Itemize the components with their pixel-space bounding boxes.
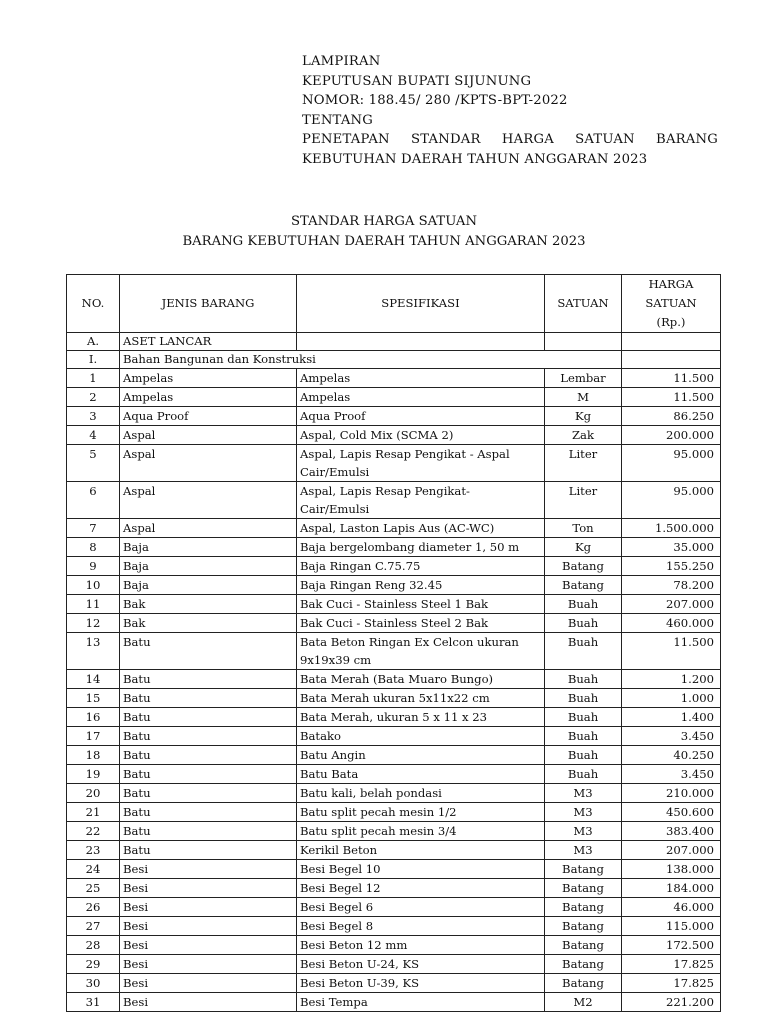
table-row bbox=[67, 803, 721, 822]
table-row bbox=[67, 670, 721, 689]
row-jenis-barang: Aspal bbox=[120, 519, 297, 538]
row-jenis-barang: Baja bbox=[120, 538, 297, 557]
row-spesifikasi: Batu Angin bbox=[297, 746, 545, 765]
table-row bbox=[67, 974, 721, 993]
row-spesifikasi: Batu Bata bbox=[297, 765, 545, 784]
table-row bbox=[67, 917, 721, 936]
header-decree: KEPUTUSAN BUPATI SIJUNUNG bbox=[302, 73, 532, 89]
section-no: I. bbox=[67, 351, 120, 369]
row-no: 16 bbox=[67, 708, 120, 727]
row-satuan: M3 bbox=[545, 803, 622, 822]
row-harga: 40.250 bbox=[622, 746, 721, 765]
row-spesifikasi: Batu split pecah mesin 3/4 bbox=[297, 822, 545, 841]
row-spesifikasi: Aspal, Cold Mix (SCMA 2) bbox=[297, 426, 545, 445]
row-satuan: Kg bbox=[545, 407, 622, 426]
row-harga: 11.500 bbox=[622, 388, 721, 407]
attachment-header bbox=[302, 52, 718, 169]
header-no: NO. bbox=[67, 275, 120, 333]
row-no: 19 bbox=[67, 765, 120, 784]
section-no: A. bbox=[67, 333, 120, 351]
row-jenis-barang: Batu bbox=[120, 746, 297, 765]
row-harga: 1.000 bbox=[622, 689, 721, 708]
row-jenis-barang: Besi bbox=[120, 974, 297, 993]
row-harga: 200.000 bbox=[622, 426, 721, 445]
row-spesifikasi: Baja Ringan C.75.75 bbox=[297, 557, 545, 576]
row-harga: 450.600 bbox=[622, 803, 721, 822]
row-harga: 78.200 bbox=[622, 576, 721, 595]
row-jenis-barang: Aspal bbox=[120, 445, 297, 482]
row-satuan: Batang bbox=[545, 557, 622, 576]
row-jenis-barang: Batu bbox=[120, 841, 297, 860]
row-satuan: Batang bbox=[545, 917, 622, 936]
row-jenis-barang: Aspal bbox=[120, 482, 297, 519]
table-row bbox=[67, 955, 721, 974]
row-no: 26 bbox=[67, 898, 120, 917]
row-satuan: Batang bbox=[545, 879, 622, 898]
table-row bbox=[67, 595, 721, 614]
table-row bbox=[67, 822, 721, 841]
document-title bbox=[0, 212, 768, 251]
table-row bbox=[67, 633, 721, 670]
header-satuan: SATUAN bbox=[545, 275, 622, 333]
row-jenis-barang: Besi bbox=[120, 936, 297, 955]
row-satuan: Buah bbox=[545, 595, 622, 614]
table-row bbox=[67, 519, 721, 538]
row-jenis-barang: Ampelas bbox=[120, 388, 297, 407]
row-harga: 184.000 bbox=[622, 879, 721, 898]
row-satuan: M3 bbox=[545, 841, 622, 860]
row-harga: 95.000 bbox=[622, 445, 721, 482]
header-number: NOMOR: 188.45/ 280 /KPTS-BPT-2022 bbox=[302, 93, 568, 108]
row-spesifikasi: Bak Cuci - Stainless Steel 2 Bak bbox=[297, 614, 545, 633]
row-jenis-barang: Besi bbox=[120, 860, 297, 879]
section-empty-spec bbox=[297, 333, 545, 351]
section-empty-harga bbox=[622, 351, 721, 369]
row-jenis-barang: Besi bbox=[120, 898, 297, 917]
row-no: 27 bbox=[67, 917, 120, 936]
row-harga: 11.500 bbox=[622, 369, 721, 388]
row-jenis-barang: Ampelas bbox=[120, 369, 297, 388]
row-satuan: Buah bbox=[545, 614, 622, 633]
row-harga: 35.000 bbox=[622, 538, 721, 557]
row-satuan: Kg bbox=[545, 538, 622, 557]
row-no: 21 bbox=[67, 803, 120, 822]
row-harga: 95.000 bbox=[622, 482, 721, 519]
row-harga: 3.450 bbox=[622, 765, 721, 784]
section-empty-satuan bbox=[545, 333, 622, 351]
row-spesifikasi: Bak Cuci - Stainless Steel 1 Bak bbox=[297, 595, 545, 614]
row-spesifikasi: Batu kali, belah pondasi bbox=[297, 784, 545, 803]
row-spesifikasi: Aspal, Lapis Resap Pengikat - Aspal Cair/Emulsi bbox=[297, 445, 545, 482]
table-row bbox=[67, 879, 721, 898]
row-harga: 460.000 bbox=[622, 614, 721, 633]
row-jenis-barang: Batu bbox=[120, 784, 297, 803]
row-satuan: Buah bbox=[545, 765, 622, 784]
row-spesifikasi: Bata Merah ukuran 5x11x22 cm bbox=[297, 689, 545, 708]
row-satuan: Lembar bbox=[545, 369, 622, 388]
row-jenis-barang: Besi bbox=[120, 879, 297, 898]
row-satuan: Batang bbox=[545, 860, 622, 879]
row-spesifikasi: Besi Begel 12 bbox=[297, 879, 545, 898]
row-harga: 383.400 bbox=[622, 822, 721, 841]
section-empty-harga bbox=[622, 333, 721, 351]
row-jenis-barang: Besi bbox=[120, 917, 297, 936]
table-row bbox=[67, 936, 721, 955]
table-row bbox=[67, 841, 721, 860]
row-spesifikasi: Besi Begel 10 bbox=[297, 860, 545, 879]
row-satuan: Zak bbox=[545, 426, 622, 445]
header-harga-line-1: HARGA bbox=[648, 277, 694, 291]
row-satuan: Buah bbox=[545, 708, 622, 727]
row-satuan: M3 bbox=[545, 784, 622, 803]
row-spesifikasi: Besi Beton U-24, KS bbox=[297, 955, 545, 974]
row-no: 18 bbox=[67, 746, 120, 765]
row-no: 6 bbox=[67, 482, 120, 519]
table-row bbox=[67, 708, 721, 727]
row-jenis-barang: Batu bbox=[120, 822, 297, 841]
table-row bbox=[67, 407, 721, 426]
row-harga: 86.250 bbox=[622, 407, 721, 426]
row-spesifikasi: Aqua Proof bbox=[297, 407, 545, 426]
row-satuan: Batang bbox=[545, 936, 622, 955]
row-no: 25 bbox=[67, 879, 120, 898]
row-no: 2 bbox=[67, 388, 120, 407]
row-harga: 207.000 bbox=[622, 595, 721, 614]
row-no: 13 bbox=[67, 633, 120, 670]
section-empty-satuan bbox=[545, 351, 622, 369]
row-jenis-barang: Besi bbox=[120, 955, 297, 974]
row-spesifikasi: Ampelas bbox=[297, 388, 545, 407]
row-no: 4 bbox=[67, 426, 120, 445]
row-no: 31 bbox=[67, 993, 120, 1012]
row-spesifikasi: Bata Merah (Bata Muaro Bungo) bbox=[297, 670, 545, 689]
row-no: 23 bbox=[67, 841, 120, 860]
row-satuan: Ton bbox=[545, 519, 622, 538]
row-harga: 17.825 bbox=[622, 955, 721, 974]
row-spesifikasi: Besi Tempa bbox=[297, 993, 545, 1012]
row-no: 28 bbox=[67, 936, 120, 955]
row-satuan: M2 bbox=[545, 993, 622, 1012]
row-satuan: Buah bbox=[545, 633, 622, 670]
row-harga: 1.200 bbox=[622, 670, 721, 689]
row-spesifikasi: Aspal, Lapis Resap Pengikat- Cair/Emulsi bbox=[297, 482, 545, 519]
header-harga-satuan bbox=[622, 275, 721, 333]
row-no: 29 bbox=[67, 955, 120, 974]
row-harga: 3.450 bbox=[622, 727, 721, 746]
row-jenis-barang: Aqua Proof bbox=[120, 407, 297, 426]
row-harga: 11.500 bbox=[622, 633, 721, 670]
price-standard-table bbox=[66, 274, 721, 1012]
table-row bbox=[67, 898, 721, 917]
row-spesifikasi: Batako bbox=[297, 727, 545, 746]
row-spesifikasi: Baja bergelombang diameter 1, 50 m bbox=[297, 538, 545, 557]
row-satuan: M3 bbox=[545, 822, 622, 841]
table-row bbox=[67, 388, 721, 407]
row-satuan: Buah bbox=[545, 727, 622, 746]
row-no: 7 bbox=[67, 519, 120, 538]
table-row bbox=[67, 727, 721, 746]
table-row bbox=[67, 445, 721, 482]
row-spesifikasi: Kerikil Beton bbox=[297, 841, 545, 860]
row-no: 11 bbox=[67, 595, 120, 614]
row-harga: 17.825 bbox=[622, 974, 721, 993]
section-label: ASET LANCAR bbox=[120, 333, 297, 351]
row-harga: 210.000 bbox=[622, 784, 721, 803]
row-spesifikasi: Bata Merah, ukuran 5 x 11 x 23 bbox=[297, 708, 545, 727]
row-satuan: Batang bbox=[545, 974, 622, 993]
row-harga: 207.000 bbox=[622, 841, 721, 860]
header-harga-line-3: (Rp.) bbox=[656, 315, 686, 329]
row-no: 5 bbox=[67, 445, 120, 482]
row-jenis-barang: Baja bbox=[120, 576, 297, 595]
row-spesifikasi: Bata Beton Ringan Ex Celcon ukuran 9x19x39 cm bbox=[297, 633, 545, 670]
section-row bbox=[67, 351, 721, 369]
row-no: 20 bbox=[67, 784, 120, 803]
row-jenis-barang: Batu bbox=[120, 708, 297, 727]
header-lampiran: LAMPIRAN bbox=[302, 54, 381, 69]
header-subject-2: KEBUTUHAN DAERAH TAHUN ANGGARAN 2023 bbox=[302, 151, 648, 167]
header-tentang: TENTANG bbox=[302, 112, 374, 128]
table-row bbox=[67, 689, 721, 708]
row-no: 12 bbox=[67, 614, 120, 633]
row-harga: 221.200 bbox=[622, 993, 721, 1012]
row-no: 30 bbox=[67, 974, 120, 993]
row-satuan: Batang bbox=[545, 576, 622, 595]
table-header-row bbox=[67, 275, 721, 333]
row-no: 1 bbox=[67, 369, 120, 388]
table-row bbox=[67, 482, 721, 519]
row-harga: 172.500 bbox=[622, 936, 721, 955]
row-harga: 1.400 bbox=[622, 708, 721, 727]
row-jenis-barang: Baja bbox=[120, 557, 297, 576]
row-spesifikasi: Besi Begel 8 bbox=[297, 917, 545, 936]
section-label: Bahan Bangunan dan Konstruksi bbox=[120, 351, 545, 369]
table-row bbox=[67, 576, 721, 595]
row-no: 3 bbox=[67, 407, 120, 426]
row-spesifikasi: Besi Beton 12 mm bbox=[297, 936, 545, 955]
row-satuan: M bbox=[545, 388, 622, 407]
table-row bbox=[67, 614, 721, 633]
header-jenis-barang: JENIS BARANG bbox=[120, 275, 297, 333]
row-spesifikasi: Besi Beton U-39, KS bbox=[297, 974, 545, 993]
row-satuan: Buah bbox=[545, 670, 622, 689]
row-harga: 115.000 bbox=[622, 917, 721, 936]
table-row bbox=[67, 765, 721, 784]
row-spesifikasi: Aspal, Laston Lapis Aus (AC-WC) bbox=[297, 519, 545, 538]
row-harga: 138.000 bbox=[622, 860, 721, 879]
table-row bbox=[67, 557, 721, 576]
table-row bbox=[67, 860, 721, 879]
row-harga: 155.250 bbox=[622, 557, 721, 576]
row-no: 22 bbox=[67, 822, 120, 841]
row-jenis-barang: Batu bbox=[120, 765, 297, 784]
section-row bbox=[67, 333, 721, 351]
row-spesifikasi: Baja Ringan Reng 32.45 bbox=[297, 576, 545, 595]
row-satuan: Batang bbox=[545, 898, 622, 917]
header-harga-line-2: SATUAN bbox=[645, 296, 697, 310]
row-no: 8 bbox=[67, 538, 120, 557]
row-harga: 1.500.000 bbox=[622, 519, 721, 538]
row-jenis-barang: Batu bbox=[120, 633, 297, 670]
row-satuan: Liter bbox=[545, 482, 622, 519]
row-no: 24 bbox=[67, 860, 120, 879]
row-no: 9 bbox=[67, 557, 120, 576]
row-no: 17 bbox=[67, 727, 120, 746]
row-jenis-barang: Bak bbox=[120, 595, 297, 614]
title-line-1: STANDAR HARGA SATUAN bbox=[291, 214, 477, 229]
header-spesifikasi: SPESIFIKASI bbox=[297, 275, 545, 333]
row-harga: 46.000 bbox=[622, 898, 721, 917]
row-spesifikasi: Batu split pecah mesin 1/2 bbox=[297, 803, 545, 822]
row-jenis-barang: Batu bbox=[120, 803, 297, 822]
header-subject-1: PENETAPAN STANDAR HARGA SATUAN BARANG bbox=[302, 132, 718, 147]
table-row bbox=[67, 746, 721, 765]
row-satuan: Batang bbox=[545, 955, 622, 974]
row-spesifikasi: Besi Begel 6 bbox=[297, 898, 545, 917]
table-row bbox=[67, 784, 721, 803]
row-spesifikasi: Ampelas bbox=[297, 369, 545, 388]
table-row bbox=[67, 426, 721, 445]
row-jenis-barang: Bak bbox=[120, 614, 297, 633]
table-row bbox=[67, 993, 721, 1012]
table-row bbox=[67, 538, 721, 557]
row-jenis-barang: Batu bbox=[120, 670, 297, 689]
row-satuan: Buah bbox=[545, 689, 622, 708]
row-jenis-barang: Besi bbox=[120, 993, 297, 1012]
row-jenis-barang: Batu bbox=[120, 689, 297, 708]
title-line-2: BARANG KEBUTUHAN DAERAH TAHUN ANGGARAN 2023 bbox=[182, 233, 586, 249]
row-satuan: Liter bbox=[545, 445, 622, 482]
row-no: 15 bbox=[67, 689, 120, 708]
row-satuan: Buah bbox=[545, 746, 622, 765]
row-jenis-barang: Aspal bbox=[120, 426, 297, 445]
row-jenis-barang: Batu bbox=[120, 727, 297, 746]
row-no: 10 bbox=[67, 576, 120, 595]
row-no: 14 bbox=[67, 670, 120, 689]
table-row bbox=[67, 369, 721, 388]
